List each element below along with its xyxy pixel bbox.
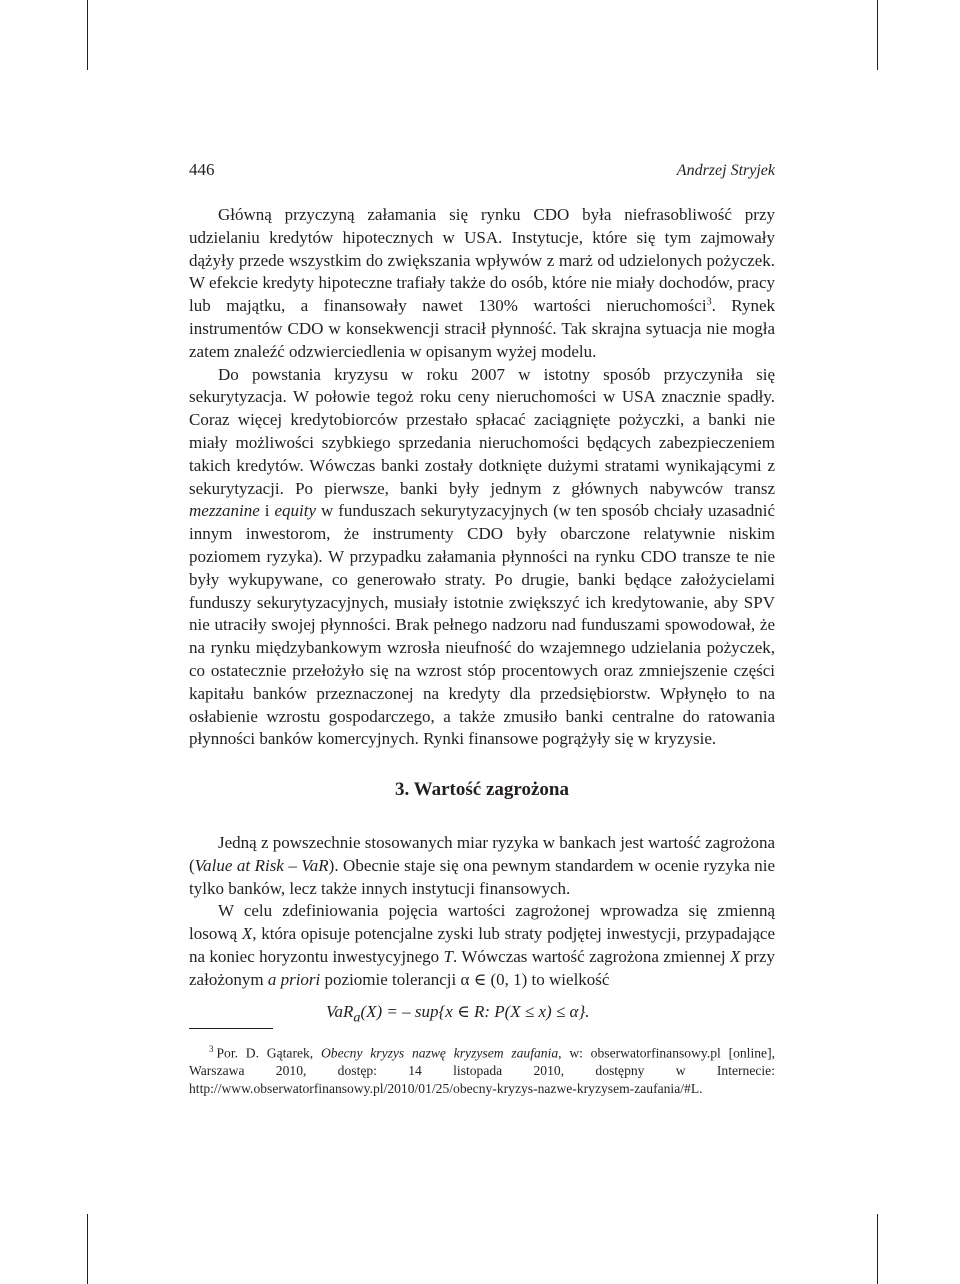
footnote: $^3$ Por. D. Gątarek, Obecny kryzys nazwę kryzysem zaufania, w: obserwatorfinansowy.pl [online], Warszawa 2010, dostęp: 14 listopada 2010, dostępny w Internecie: http://www.obserwatorfinansowy.pl/2010/01/25/obecny-kryzys-nazwe-kryzysem-zaufania/#L.	[189, 1044, 775, 1096]
footnote-source: , w: obserwatorfinansowy.pl [online], Warszawa 2010, dostęp: 14 listopada 2010, dostępny w Internecie: http://www.obserwatorfinansowy.pl/2010/01/25/obecny-kryzys-nazwe-kryzysem-zaufania/#L.	[189, 1045, 775, 1096]
crop-mark-top-left	[87, 0, 88, 70]
paragraph-1: Główną przyczyną załamania się rynku CDO była niefrasobliwość przy udzielaniu kredytów hipotecznych w USA. Instytucje, które się tym zajmowały dążyły przede wszystkim do zwiększania wpływów z marż od udzielonych pożyczek. W efekcie kredyty hipoteczne trafiały także do osób, które nie miały dochodów, pracy lub majątku, a finansowały nawet 130% wartości nieruchomości$^3$. Rynek instrumentów CDO w konsekwencji stracił płynność. Tak skrajna sytuacja nie mogła zatem znaleźć odzwierciedlenia w opisanym wyżej modelu.	[189, 205, 775, 361]
running-head	[189, 160, 775, 184]
footnote-mark: 3	[209, 1044, 214, 1054]
section-text	[189, 832, 775, 1029]
var-formula: VaR$_a$(X) = – sup{x ∈ R: P(X ≤ x) ≤ α}.	[326, 1001, 590, 1025]
crop-mark-bottom-right	[877, 1214, 878, 1284]
footnote-rule	[189, 1028, 273, 1029]
crop-mark-bottom-left	[87, 1214, 88, 1284]
section-heading: 3. Wartość zagrożona	[395, 779, 569, 800]
body-text	[189, 204, 775, 751]
crop-mark-top-right	[877, 0, 878, 70]
running-head-author: Andrzej Stryjek	[676, 162, 775, 179]
page-number: 446	[189, 160, 215, 179]
footnote-title: Obecny kryzys nazwę kryzysem zaufania	[320, 1045, 559, 1061]
paragraph-3: Jedną z powszechnie stosowanych miar ryzyka w bankach jest wartość zagrożona (Value at Risk – VaR). Obecnie staje się ona pewnym standardem w ocenie ryzyka nie tylko banków, lecz także innych instytucji finansowych.	[189, 833, 776, 898]
paragraph-2: Do powstania kryzysu w roku 2007 w istotny sposób przyczyniła się sekurytyzacja. W połowie tegoż roku ceny nieruchomości w USA znacznie spadły. Coraz więcej kredytobiorców przestało spłacać zaciągnięte pożyczki, a banki nie miały możliwości szybkiego sprzedania nieruchomości będących zabezpieczeniem takich kredytów. Wówczas banki zostały dotknięte dużymi stratami wynikającymi z sekurytyzacji. Po pierwsze, banki były jednym z głównych nabywców transz mezzanine i equity w funduszach sekurytyzacyjnych (w ten sposób chciały uzasadnić innym inwestorom, że instrumenty CDO były obarczone relatywnie niskim poziomem ryzyka). W przypadku załamania płynności na rynku CDO transze te nie były wykupywane, co generowało straty. Po drugie, banki będące założycielami funduszy sekurytyzacyjnych, musiały istotnie zwiększyć ich kredytowanie, aby SPV nie utraciły swojej płynności. Brak pełnego nadzoru nad funduszami spowodował, że na rynku międzybankowym wzrosła nieufność do wzajemnego udzielania pożyczek, co ostatecznie przełożyło się na wzrost stóp procentowych oraz zmniejszenie części kapitału banków przeznaczonej na kredyty dla przedsiębiorstw. Wpłynęło to na osłabienie wzrostu gospodarczego, a także zmusiło banki centralne do ratowania płynności banków komercyjnych. Rynki finansowe pogrążyły się w kryzysie.	[189, 364, 775, 749]
footnote-reference[interactable]: 3	[706, 296, 712, 308]
paragraph-4: W celu zdefiniowania pojęcia wartości zagrożonej wprowadza się zmienną losową X, która opisuje potencjalne zyski lub straty podjętej inwestycji, przypadające na koniec horyzontu inwestycyjnego T. Wówczas wartość zagrożona zmiennej X przy założonym a priori poziomie tolerancji α ∈ (0, 1) to wielkość	[189, 901, 775, 989]
